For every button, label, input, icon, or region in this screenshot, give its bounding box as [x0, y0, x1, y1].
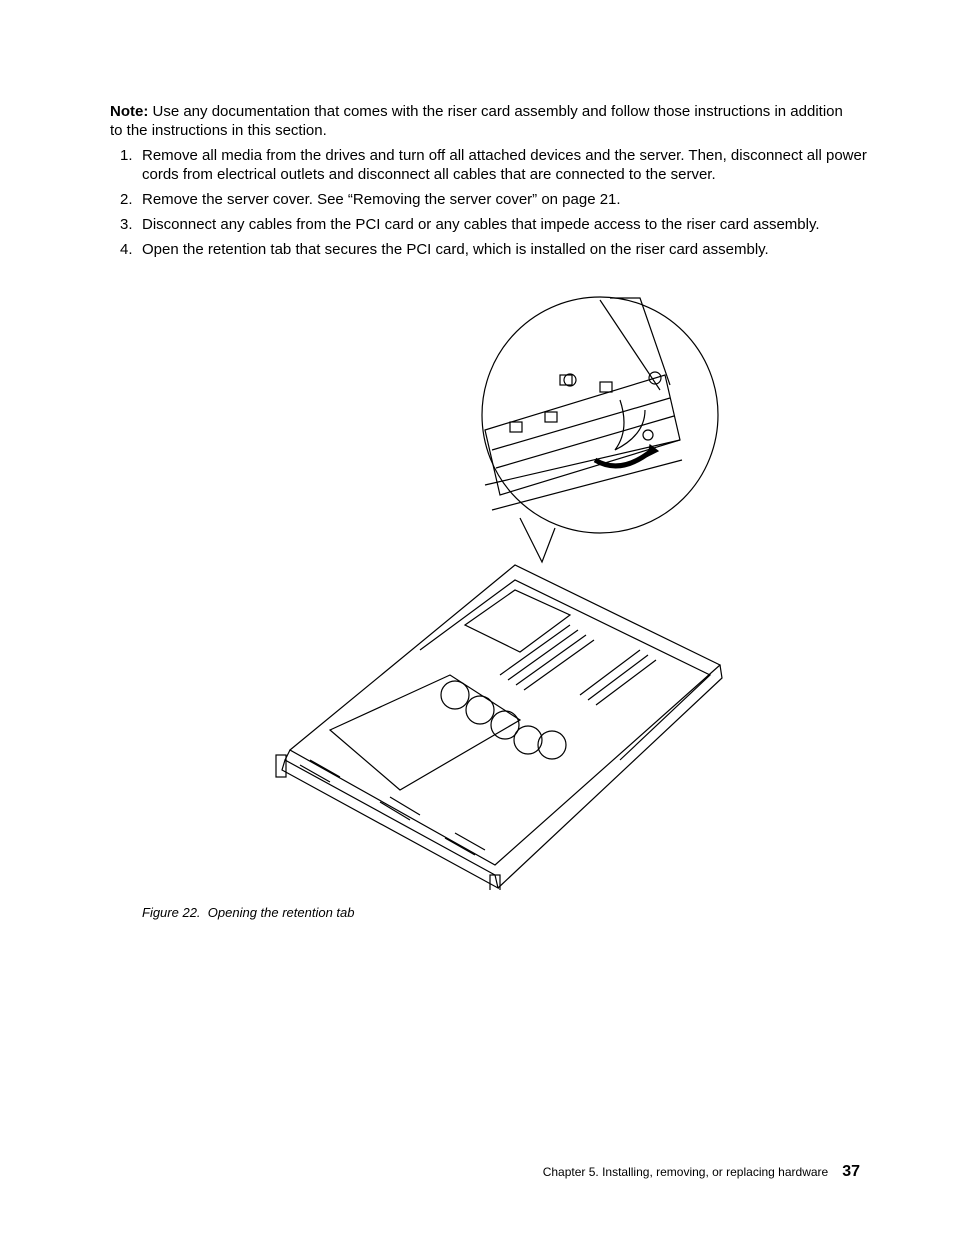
- note-paragraph: [110, 102, 850, 140]
- figure-caption: [142, 905, 355, 920]
- server-front-panel: [282, 760, 498, 888]
- slot-latch: [545, 412, 557, 422]
- note-text: Use any documentation that comes with the riser card assembly and follow those instructions in addition to the instructions in this section.: [110, 103, 843, 139]
- fan-icon: [514, 726, 542, 754]
- page-number: 37: [842, 1163, 860, 1180]
- step-number: 3.: [120, 216, 133, 233]
- step-text: Remove the server cover. See “Removing the server cover” on page 21.: [142, 191, 621, 208]
- step-text: Open the retention tab that secures the PCI card, which is installed on the riser card assembly.: [142, 241, 769, 258]
- callout-pointer: [520, 518, 555, 562]
- fan-icon: [538, 731, 566, 759]
- cover-area: [330, 675, 520, 790]
- detail-callout-circle: [482, 297, 718, 533]
- slot-latch: [560, 375, 572, 385]
- figure-label: Figure 22.: [142, 905, 201, 920]
- slot-latch: [510, 422, 522, 432]
- step-text: Remove all media from the drives and turn off all attached devices and the server. Then, disconnect all power cords from electrical outlets and disconnect all cables that are connected to the server.: [142, 147, 867, 183]
- riser-bracket-detail: [485, 375, 680, 495]
- server-line-drawing: [270, 290, 740, 890]
- rotation-arrow: [595, 452, 650, 466]
- step-number: 2.: [120, 191, 133, 208]
- step-2: [110, 190, 870, 209]
- step-text: Disconnect any cables from the PCI card or any cables that impede access to the riser card assembly.: [142, 216, 820, 233]
- figure-title: Opening the retention tab: [207, 905, 355, 920]
- note-label: Note:: [110, 103, 149, 120]
- slot-latch: [600, 382, 612, 392]
- page-footer: [543, 1163, 860, 1181]
- retention-tab: [615, 400, 645, 450]
- server-illustration: [270, 290, 740, 890]
- rack-ear: [276, 755, 286, 777]
- server-chassis: [290, 565, 720, 865]
- step-number: 4.: [120, 241, 133, 258]
- chapter-title: Chapter 5. Installing, removing, or replacing hardware: [542, 1165, 829, 1179]
- step-1: [110, 146, 870, 184]
- step-3: [110, 215, 870, 234]
- steps-list: [110, 146, 870, 265]
- step-4: [110, 240, 870, 259]
- screw-icon: [564, 374, 576, 386]
- step-number: 1.: [120, 147, 133, 164]
